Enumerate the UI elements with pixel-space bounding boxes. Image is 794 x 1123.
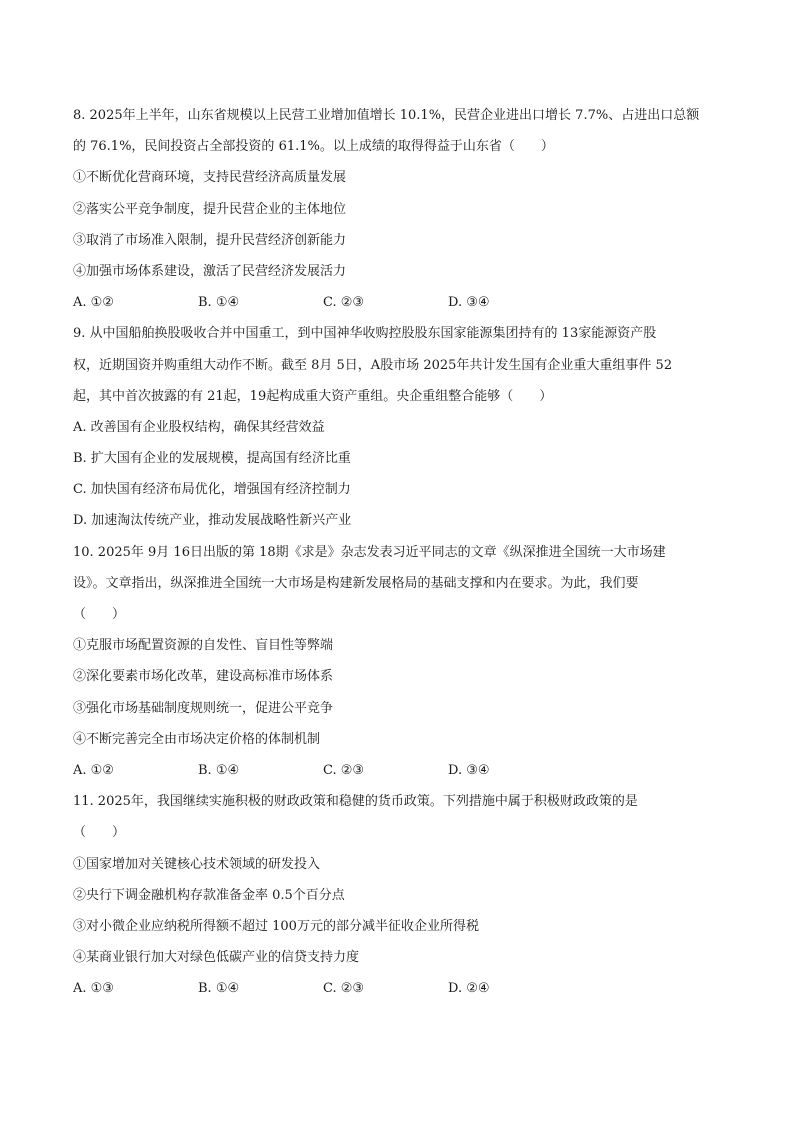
question-stem-line: 权，近期国资并购重组大动作不断。截至 8月 5日，A股市场 2025年共计发生国有企业重大重组事件 52 [73,357,673,373]
option-d[interactable]: D. ②④ [448,981,490,997]
statement-2: ②央行下调金融机构存款准备金率 0.5个百分点 [73,887,345,903]
answer-options [73,287,733,318]
statement-4: ④某商业银行加大对绿色低碳产业的信贷支持力度 [73,950,360,966]
option-b[interactable]: B. ①④ [198,762,240,778]
question-stem-line: 10. 2025年 9月 16日出版的第 18期《求是》杂志发表习近平同志的文章《纵深推进全国统一大市场建 [73,544,666,560]
choice-d[interactable]: D. 加速淘汰传统产业，推动发展战略性新兴产业 [73,513,352,529]
statement-3: ③取消了市场准入限制，提升民营经济创新能力 [73,232,347,248]
option-b[interactable]: B. ①④ [198,295,240,311]
option-d[interactable]: D. ③④ [448,295,490,311]
question-stem-line: （ ） [73,825,126,841]
answer-options [73,755,733,786]
answer-options [73,973,733,1004]
choice-a[interactable]: A. 改善国有企业股权结构，确保其经营效益 [73,419,325,435]
question-8 [73,100,733,318]
question-10 [73,537,733,787]
option-c[interactable]: C. ②③ [323,295,365,311]
question-stem-line: 起，其中首次披露的有 21起，19起构成重大资产重组。央企重组整合能够（ ） [73,388,553,404]
question-9 [73,318,733,536]
statement-4: ④不断完善完全由市场决定价格的体制机制 [73,731,321,747]
question-11 [73,786,733,1004]
option-d[interactable]: D. ③④ [448,762,490,778]
option-a[interactable]: A. ①② [73,295,114,311]
statement-1: ①克服市场配置资源的自发性、盲目性等弊端 [73,638,334,654]
question-stem-line: 9. 从中国船舶换股吸收合并中国重工，到中国神华收购控股股东国家能源集团持有的 13家能源资产股 [73,326,657,342]
statement-1: ①国家增加对关键核心技术领域的研发投入 [73,856,321,872]
question-stem-line: 11. 2025年，我国继续实施积极的财政政策和稳健的货币政策。下列措施中属于积极财政政策的是 [73,794,638,810]
statement-4: ④加强市场体系建设，激活了民营经济发展活力 [73,263,347,279]
question-stem-line: 设》。文章指出，纵深推进全国统一大市场是构建新发展格局的基础支撑和内在要求。为此，我们要 [73,575,639,591]
choice-c[interactable]: C. 加快国有经济布局优化，增强国有经济控制力 [73,482,351,498]
statement-2: ②深化要素市场化改革，建设高标准市场体系 [73,669,334,685]
question-stem-line: （ ） [73,607,126,622]
statement-2: ②落实公平竞争制度，提升民营企业的主体地位 [73,201,347,217]
statement-3: ③强化市场基础制度规则统一，促进公平竞争 [73,700,334,716]
option-c[interactable]: C. ②③ [323,981,365,997]
option-c[interactable]: C. ②③ [323,762,365,778]
question-stem-line: 8. 2025年上半年，山东省规模以上民营工业增加值增长 10.1%，民营企业进出口增长 7.7%、占进出口总额 [73,108,700,123]
statement-1: ①不断优化营商环境，支持民营经济高质量发展 [73,170,347,186]
option-a[interactable]: A. ①② [73,762,114,778]
question-stem-line: 的 76.1%，民间投资占全部投资的 61.1%。以上成绩的取得得益于山东省（ ） [73,139,554,155]
option-a[interactable]: A. ①③ [73,981,114,997]
exam-page [73,100,733,1004]
choice-b[interactable]: B. 扩大国有企业的发展规模，提高国有经济比重 [73,451,351,467]
option-b[interactable]: B. ①④ [198,981,240,997]
statement-3: ③对小微企业应纳税所得额不超过 100万元的部分减半征收企业所得税 [73,918,479,934]
